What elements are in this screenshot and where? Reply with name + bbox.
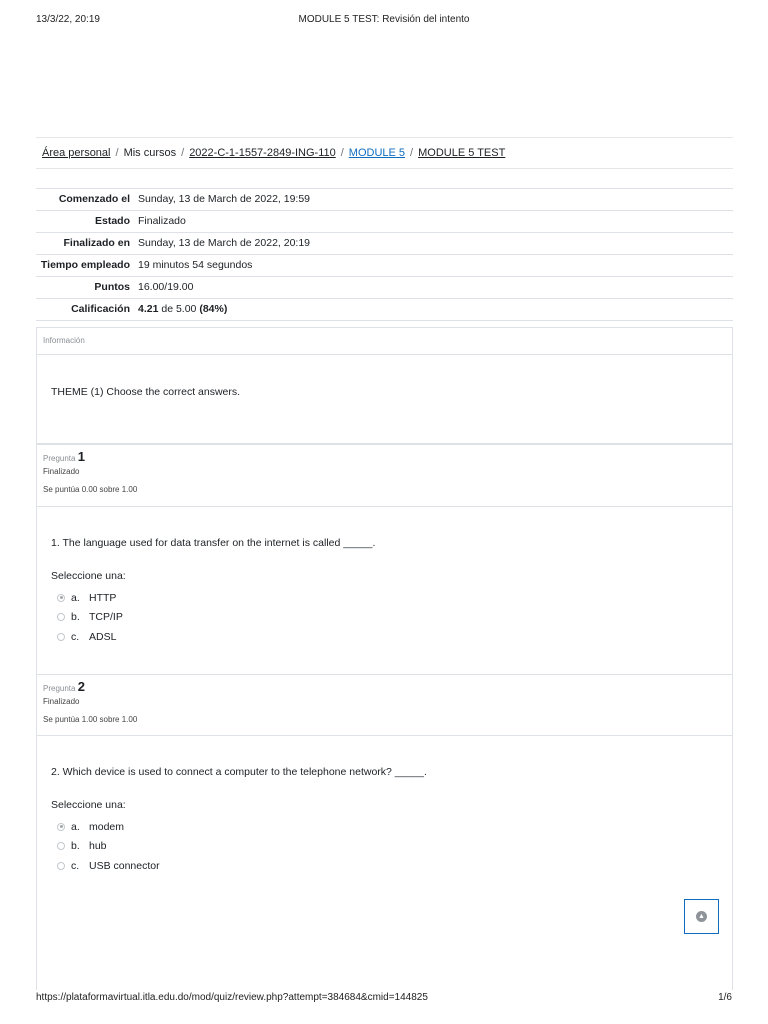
question-label: Pregunta xyxy=(43,454,76,463)
question-1-content xyxy=(36,507,733,674)
print-datetime: 13/3/22, 20:19 xyxy=(36,14,100,25)
question-2-info xyxy=(36,674,733,736)
summary-label: Tiempo empleado xyxy=(40,259,130,271)
summary-label: Estado xyxy=(94,215,130,227)
summary-value xyxy=(138,299,227,320)
breadcrumb-separator: / xyxy=(115,147,119,159)
summary-row-grade xyxy=(36,299,733,321)
breadcrumb-course[interactable]: 2022-C-1-1557-2849-ING-110 xyxy=(189,147,336,159)
breadcrumb-mis-cursos: Mis cursos xyxy=(123,147,177,159)
radio-unchecked-icon[interactable] xyxy=(57,613,65,621)
grade-percent: (84%) xyxy=(199,303,228,315)
question-state: Finalizado xyxy=(43,467,80,476)
breadcrumb-separator: / xyxy=(410,147,414,159)
question-number: 1 xyxy=(77,449,85,464)
information-text: THEME (1) Choose the correct answers. xyxy=(51,386,241,398)
summary-label: Calificación xyxy=(71,303,130,315)
question-2-content xyxy=(36,736,733,990)
summary-row-finished xyxy=(36,233,733,255)
question-score: Se puntúa 1.00 sobre 1.00 xyxy=(43,715,138,724)
information-block xyxy=(36,327,733,444)
summary-label: Comenzado el xyxy=(58,193,130,205)
summary-value: Sunday, 13 de March de 2022, 19:59 xyxy=(138,193,311,205)
answer-prompt: Seleccione una: xyxy=(51,570,126,582)
grade-score: 4.21 xyxy=(138,303,159,315)
breadcrumb xyxy=(36,137,733,169)
print-footer xyxy=(0,992,768,1006)
print-url: https://plataformavirtual.itla.edu.do/mod/quiz/review.php?attempt=384684&cmid=144825 xyxy=(36,992,428,1003)
question-text: 2. Which device is used to connect a computer to the telephone network? _____. xyxy=(51,766,427,778)
breadcrumb-separator: / xyxy=(340,147,344,159)
chevron-up-icon: ▲ xyxy=(696,911,707,922)
grade-of: de 5.00 xyxy=(161,303,197,315)
answer-option-a[interactable] xyxy=(51,588,732,608)
answer-letter: a. xyxy=(71,820,80,833)
summary-value: 16.00/19.00 xyxy=(138,281,194,293)
breadcrumb-area-personal[interactable]: Área personal xyxy=(42,147,111,159)
print-title: MODULE 5 TEST: Revisión del intento xyxy=(298,14,470,25)
breadcrumb-quiz[interactable]: MODULE 5 TEST xyxy=(418,147,506,159)
print-header xyxy=(0,14,768,28)
answer-option-a[interactable] xyxy=(51,817,732,837)
radio-checked-icon[interactable] xyxy=(57,594,65,602)
radio-unchecked-icon[interactable] xyxy=(57,842,65,850)
summary-row-state xyxy=(36,211,733,233)
answer-option-c[interactable] xyxy=(51,856,732,876)
question-score: Se puntúa 0.00 sobre 1.00 xyxy=(43,485,138,494)
question-label: Pregunta xyxy=(43,684,76,693)
radio-unchecked-icon[interactable] xyxy=(57,633,65,641)
question-1-info xyxy=(36,444,733,507)
answer-letter: c. xyxy=(71,630,80,643)
summary-row-time xyxy=(36,255,733,277)
summary-value: 19 minutos 54 segundos xyxy=(138,259,253,271)
answer-letter: c. xyxy=(71,859,80,872)
answer-prompt: Seleccione una: xyxy=(51,799,126,811)
breadcrumb-module[interactable]: MODULE 5 xyxy=(348,147,406,159)
answer-letter: a. xyxy=(71,591,80,604)
radio-checked-icon[interactable] xyxy=(57,823,65,831)
summary-row-points xyxy=(36,277,733,299)
breadcrumb-separator: / xyxy=(181,147,185,159)
radio-unchecked-icon[interactable] xyxy=(57,862,65,870)
answer-text: USB connector xyxy=(89,859,160,872)
question-number: 2 xyxy=(77,679,85,694)
answer-text: hub xyxy=(89,840,107,853)
question-state: Finalizado xyxy=(43,697,80,706)
information-header: Información xyxy=(37,328,732,355)
attempt-summary-table xyxy=(36,188,733,321)
answer-letter: b. xyxy=(71,611,80,624)
print-page-number: 1/6 xyxy=(718,992,732,1003)
back-to-top-button[interactable] xyxy=(684,899,719,934)
answer-option-b[interactable] xyxy=(51,608,732,628)
summary-row-started xyxy=(36,189,733,211)
answer-option-b[interactable] xyxy=(51,837,732,857)
summary-value: Sunday, 13 de March de 2022, 20:19 xyxy=(138,237,311,249)
answer-option-c[interactable] xyxy=(51,627,732,647)
answer-text: HTTP xyxy=(89,591,117,604)
answer-letter: b. xyxy=(71,840,80,853)
answer-text: modem xyxy=(89,820,125,833)
answer-text: TCP/IP xyxy=(89,611,123,624)
answer-text: ADSL xyxy=(89,630,117,643)
summary-value: Finalizado xyxy=(138,215,186,227)
summary-label: Puntos xyxy=(94,281,130,293)
question-text: 1. The language used for data transfer on the internet is called _____. xyxy=(51,537,376,549)
summary-label: Finalizado en xyxy=(63,237,130,249)
